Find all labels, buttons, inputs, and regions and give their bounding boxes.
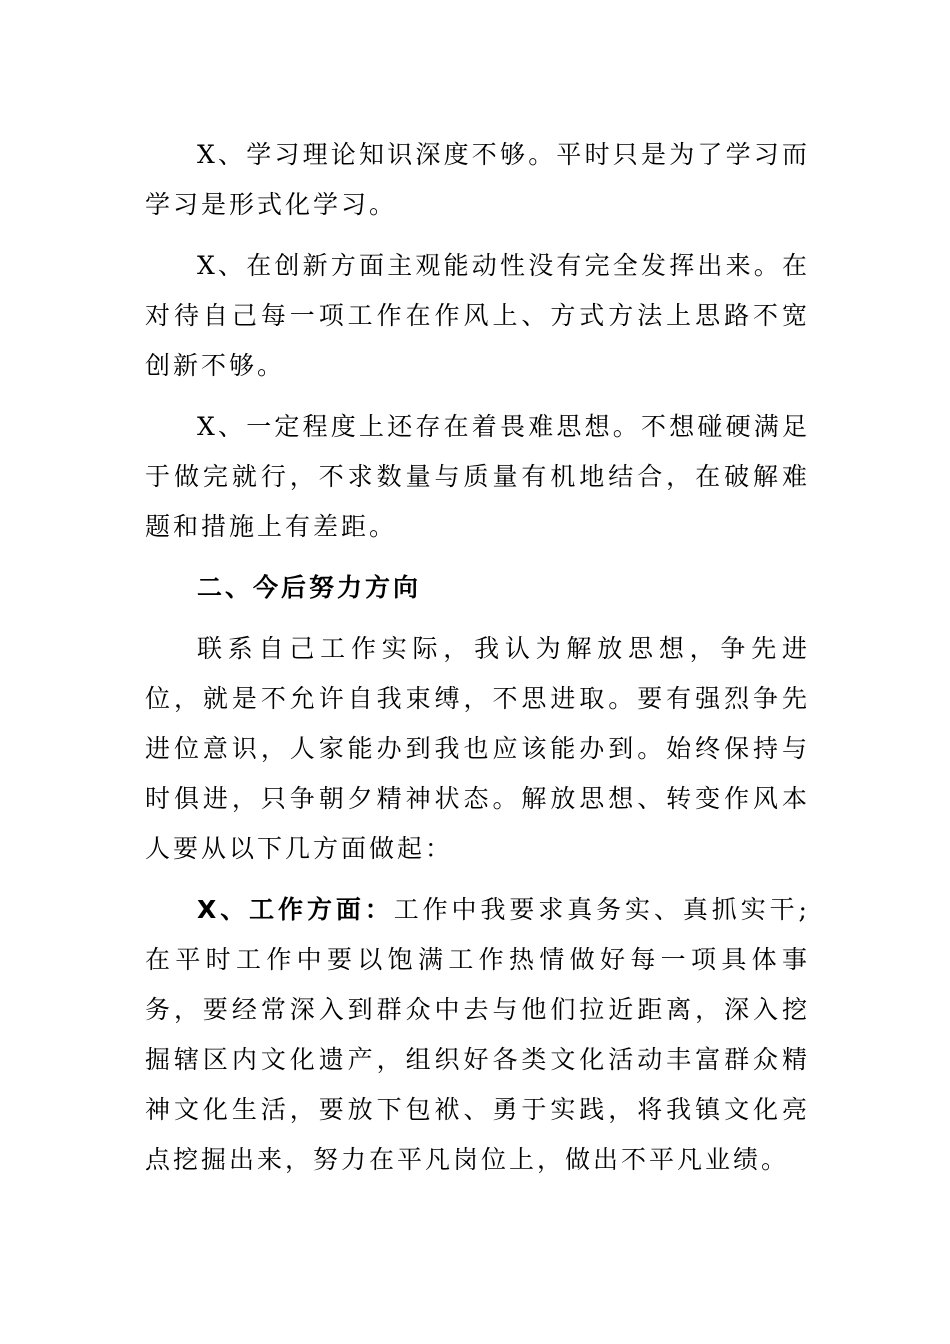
paragraph-work-reality: 联系自己工作实际，我认为解放思想，争先进位，就是不允许自我束缚，不思进取。要有强烈争先进位意识，人家能办到我也应该能办到。始终保持与时俱进，只争朝夕精神状态。解放思想、转变作风本人要从以下几方面做起： <box>145 634 810 863</box>
paragraph-work-aspect <box>145 885 810 1185</box>
section-heading-future-direction: 二、今后努力方向 <box>197 573 422 602</box>
document-body <box>145 130 810 1185</box>
paragraph-fear-of-difficulty: X、一定程度上还存在着畏难思想。不想碰硬满足于做完就行，不求数量与质量有机地结合，在破解难题和措施上有差距。 <box>145 412 810 541</box>
paragraph-body-text: 工作中我要求真务实、真抓实干;在平时工作中要以饱满工作热情做好每一项具体事务，要经常深入到群众中去与他们拉近距离，深入挖掘辖区内文化遗产，组织好各类文化活动丰富群众精神文化生活，要放下包袱、勇于实践，将我镇文化亮点挖掘出来，努力在平凡岗位上，做出不平凡业绩。 <box>145 895 810 1174</box>
paragraph-lead-label: X、工作方面： <box>197 895 394 924</box>
paragraph-learning-depth: X、学习理论知识深度不够。平时只是为了学习而学习是形式化学习。 <box>145 140 810 219</box>
paragraph-innovation: X、在创新方面主观能动性没有完全发挥出来。在对待自己每一项工作在作风上、方式方法上思路不宽创新不够。 <box>145 251 810 380</box>
